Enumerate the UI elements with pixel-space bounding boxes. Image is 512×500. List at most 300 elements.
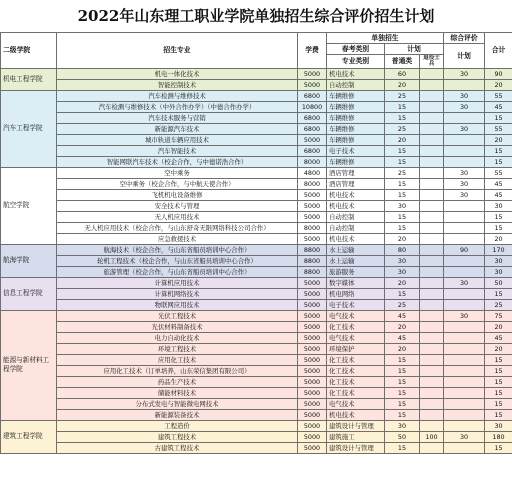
major-cell: 新能源装备技术	[57, 409, 298, 420]
veteran-plan-cell	[420, 288, 444, 299]
veteran-plan-cell	[420, 299, 444, 310]
category-cell: 车辆维修	[327, 123, 385, 134]
comprehensive-plan-cell	[444, 134, 485, 145]
total-cell: 50	[485, 277, 512, 288]
comprehensive-plan-cell	[444, 409, 485, 420]
major-cell: 无人机应用技术	[57, 211, 298, 222]
category-cell: 自动控制	[327, 79, 385, 90]
total-cell: 30	[485, 266, 512, 277]
major-cell: 电力自动化技术	[57, 332, 298, 343]
comprehensive-plan-cell	[444, 321, 485, 332]
major-cell: 计算机应用技术	[57, 277, 298, 288]
comprehensive-plan-cell: 30	[444, 277, 485, 288]
table-row	[1, 277, 512, 288]
veteran-plan-cell	[420, 376, 444, 387]
major-cell: 旅游管理（校企合作，与山东省船员培训中心合作）	[57, 266, 298, 277]
category-cell: 电子技术	[327, 145, 385, 156]
table-row	[1, 398, 512, 409]
total-cell: 20	[485, 79, 512, 90]
category-cell: 化工技术	[327, 321, 385, 332]
total-cell: 55	[485, 90, 512, 101]
comprehensive-plan-cell: 30	[444, 90, 485, 101]
veteran-plan-cell	[420, 255, 444, 266]
major-cell: 无人机应用技术（校企合作，与山东舒奇无限网络科技公司合作）	[57, 222, 298, 233]
header-single-enrollment: 单独招生	[327, 33, 444, 44]
veteran-plan-cell	[420, 244, 444, 255]
comprehensive-plan-cell	[444, 255, 485, 266]
total-cell: 15	[485, 409, 512, 420]
table-row	[1, 244, 512, 255]
comprehensive-plan-cell: 90	[444, 244, 485, 255]
major-cell: 智能控制技术	[57, 79, 298, 90]
table-row	[1, 167, 512, 178]
normal-plan-cell: 15	[385, 398, 420, 409]
total-cell: 45	[485, 332, 512, 343]
total-cell: 55	[485, 167, 512, 178]
total-cell: 15	[485, 365, 512, 376]
tuition-cell: 6800	[298, 112, 327, 123]
veteran-plan-cell: 100	[420, 431, 444, 442]
normal-plan-cell: 20	[385, 79, 420, 90]
college-cell: 航空学院	[1, 167, 57, 244]
total-cell: 180	[485, 431, 512, 442]
normal-plan-cell: 30	[385, 200, 420, 211]
table-row	[1, 266, 512, 277]
major-cell: 空中乘务（校企合作，与中航天使合作）	[57, 178, 298, 189]
normal-plan-cell: 15	[385, 354, 420, 365]
veteran-plan-cell	[420, 277, 444, 288]
veteran-plan-cell	[420, 189, 444, 200]
category-cell: 机电技术	[327, 68, 385, 79]
tuition-cell: 5000	[298, 277, 327, 288]
category-cell: 车辆维修	[327, 112, 385, 123]
tuition-cell: 5000	[298, 420, 327, 431]
table-body	[1, 68, 512, 453]
normal-plan-cell: 15	[385, 376, 420, 387]
major-cell: 光伏材料制备技术	[57, 321, 298, 332]
veteran-plan-cell	[420, 79, 444, 90]
category-cell: 电子技术	[327, 299, 385, 310]
category-cell: 环境保护	[327, 343, 385, 354]
tuition-cell: 5000	[298, 332, 327, 343]
total-cell: 30	[485, 420, 512, 431]
header-normal: 普通类	[385, 55, 420, 69]
category-cell: 自动控制	[327, 211, 385, 222]
veteran-plan-cell	[420, 266, 444, 277]
normal-plan-cell: 45	[385, 332, 420, 343]
table-row	[1, 112, 512, 123]
tuition-cell: 6800	[298, 123, 327, 134]
tuition-cell: 5000	[298, 189, 327, 200]
category-cell: 酒店管理	[327, 178, 385, 189]
tuition-cell: 6800	[298, 90, 327, 101]
total-cell: 15	[485, 354, 512, 365]
comprehensive-plan-cell	[444, 145, 485, 156]
total-cell: 20	[485, 321, 512, 332]
total-cell: 15	[485, 288, 512, 299]
comprehensive-plan-cell	[444, 156, 485, 167]
category-cell: 酒店管理	[327, 167, 385, 178]
table-row	[1, 211, 512, 222]
header-veteran: 退役士兵	[420, 55, 444, 69]
comprehensive-plan-cell	[444, 233, 485, 244]
category-cell: 车辆维修	[327, 90, 385, 101]
total-cell: 15	[485, 145, 512, 156]
table-row	[1, 420, 512, 431]
category-cell: 车辆维修	[327, 101, 385, 112]
normal-plan-cell: 50	[385, 431, 420, 442]
category-cell: 电气技术	[327, 332, 385, 343]
table-row	[1, 134, 512, 145]
category-cell: 旅游服务	[327, 266, 385, 277]
table-row	[1, 233, 512, 244]
major-cell: 汽车智能技术	[57, 145, 298, 156]
veteran-plan-cell	[420, 90, 444, 101]
table-row	[1, 431, 512, 442]
major-cell: 应急救援技术	[57, 233, 298, 244]
college-cell: 汽车工程学院	[1, 90, 57, 167]
major-cell: 建筑工程技术	[57, 431, 298, 442]
total-cell: 90	[485, 68, 512, 79]
normal-plan-cell: 15	[385, 112, 420, 123]
category-cell: 化工技术	[327, 387, 385, 398]
major-cell: 应用化工技术	[57, 354, 298, 365]
comprehensive-plan-cell	[444, 211, 485, 222]
category-cell: 水上运输	[327, 255, 385, 266]
major-cell: 汽车检测与维修技术	[57, 90, 298, 101]
major-cell: 机电一体化技术	[57, 68, 298, 79]
major-cell: 空中乘务	[57, 167, 298, 178]
veteran-plan-cell	[420, 398, 444, 409]
major-cell: 药品生产技术	[57, 376, 298, 387]
total-cell: 45	[485, 101, 512, 112]
major-cell: 环境工程技术	[57, 343, 298, 354]
table-row	[1, 310, 512, 321]
header-college: 二级学院	[1, 33, 57, 69]
table-row	[1, 442, 512, 453]
category-cell: 车辆维修	[327, 134, 385, 145]
normal-plan-cell: 15	[385, 387, 420, 398]
normal-plan-cell: 15	[385, 101, 420, 112]
total-cell: 15	[485, 211, 512, 222]
total-cell: 75	[485, 310, 512, 321]
comprehensive-plan-cell	[444, 266, 485, 277]
total-cell: 15	[485, 442, 512, 453]
normal-plan-cell: 15	[385, 365, 420, 376]
category-cell: 数字媒体	[327, 277, 385, 288]
veteran-plan-cell	[420, 156, 444, 167]
total-cell: 15	[485, 156, 512, 167]
category-cell: 机电技术	[327, 189, 385, 200]
normal-plan-cell: 15	[385, 442, 420, 453]
tuition-cell: 8800	[298, 255, 327, 266]
veteran-plan-cell	[420, 420, 444, 431]
veteran-plan-cell	[420, 222, 444, 233]
normal-plan-cell: 15	[385, 145, 420, 156]
comprehensive-plan-cell	[444, 79, 485, 90]
header-total: 合计	[485, 33, 512, 69]
veteran-plan-cell	[420, 321, 444, 332]
veteran-plan-cell	[420, 101, 444, 112]
major-cell: 分布式发电与智能微电网技术	[57, 398, 298, 409]
category-cell: 水上运输	[327, 244, 385, 255]
header-comprehensive: 综合评价	[444, 33, 485, 44]
normal-plan-cell: 15	[385, 178, 420, 189]
major-cell: 汽车检测与维修技术（中外合作办学）（中德合作办学）	[57, 101, 298, 112]
header-tuition: 学费	[298, 33, 327, 69]
comprehensive-plan-cell: 30	[444, 123, 485, 134]
comprehensive-plan-cell	[444, 332, 485, 343]
total-cell: 45	[485, 189, 512, 200]
table-row	[1, 178, 512, 189]
major-cell: 城市轨道车辆应用技术	[57, 134, 298, 145]
veteran-plan-cell	[420, 211, 444, 222]
tuition-cell: 5000	[298, 409, 327, 420]
tuition-cell: 5000	[298, 354, 327, 365]
total-cell: 20	[485, 233, 512, 244]
header-major: 招生专业	[57, 33, 298, 69]
table-row	[1, 409, 512, 420]
major-cell: 光伏工程技术	[57, 310, 298, 321]
category-cell: 自动控制	[327, 222, 385, 233]
tuition-cell: 5000	[298, 398, 327, 409]
major-cell: 轮机工程技术（校企合作，与山东省船员培训中心合作）	[57, 255, 298, 266]
tuition-cell: 5000	[298, 321, 327, 332]
category-cell: 化工技术	[327, 365, 385, 376]
category-cell: 电气技术	[327, 398, 385, 409]
normal-plan-cell: 20	[385, 233, 420, 244]
tuition-cell: 6800	[298, 145, 327, 156]
header-plan: 计划	[385, 44, 444, 55]
major-cell: 航海技术（校企合作，与山东省船员培训中心合作）	[57, 244, 298, 255]
normal-plan-cell: 20	[385, 343, 420, 354]
veteran-plan-cell	[420, 200, 444, 211]
tuition-cell: 5000	[298, 200, 327, 211]
comprehensive-plan-cell	[444, 398, 485, 409]
category-cell: 机电网络	[327, 288, 385, 299]
table-row	[1, 255, 512, 266]
college-cell: 能源与新材料工程学院	[1, 310, 57, 420]
veteran-plan-cell	[420, 123, 444, 134]
total-cell: 55	[485, 123, 512, 134]
veteran-plan-cell	[420, 442, 444, 453]
normal-plan-cell: 45	[385, 310, 420, 321]
normal-plan-cell: 25	[385, 167, 420, 178]
total-cell: 15	[485, 387, 512, 398]
total-cell: 170	[485, 244, 512, 255]
total-cell: 15	[485, 376, 512, 387]
veteran-plan-cell	[420, 178, 444, 189]
tuition-cell: 5000	[298, 134, 327, 145]
veteran-plan-cell	[420, 167, 444, 178]
tuition-cell: 5000	[298, 299, 327, 310]
major-cell: 计算机网络技术	[57, 288, 298, 299]
tuition-cell: 4800	[298, 167, 327, 178]
tuition-cell: 5000	[298, 288, 327, 299]
tuition-cell: 5000	[298, 79, 327, 90]
total-cell: 30	[485, 255, 512, 266]
normal-plan-cell: 15	[385, 156, 420, 167]
category-cell: 车辆维修	[327, 156, 385, 167]
normal-plan-cell: 20	[385, 134, 420, 145]
veteran-plan-cell	[420, 343, 444, 354]
comprehensive-plan-cell: 30	[444, 189, 485, 200]
table-row	[1, 200, 512, 211]
comprehensive-plan-cell	[444, 299, 485, 310]
tuition-cell: 5000	[298, 376, 327, 387]
total-cell: 15	[485, 222, 512, 233]
enrollment-plan-table	[0, 32, 512, 454]
tuition-cell: 5000	[298, 365, 327, 376]
category-cell: 建筑设计与管理	[327, 420, 385, 431]
tuition-cell: 5000	[298, 68, 327, 79]
tuition-cell: 5000	[298, 387, 327, 398]
page-title: 2022年山东理工职业学院单独招生综合评价招生计划	[77, 7, 435, 25]
veteran-plan-cell	[420, 332, 444, 343]
table-row	[1, 354, 512, 365]
college-cell: 建筑工程学院	[1, 420, 57, 453]
normal-plan-cell: 15	[385, 189, 420, 200]
veteran-plan-cell	[420, 145, 444, 156]
category-cell: 电气技术	[327, 310, 385, 321]
normal-plan-cell: 15	[385, 288, 420, 299]
total-cell: 15	[485, 112, 512, 123]
tuition-cell: 5000	[298, 442, 327, 453]
table-row	[1, 376, 512, 387]
total-cell: 20	[485, 343, 512, 354]
comprehensive-plan-cell	[444, 376, 485, 387]
table-row	[1, 332, 512, 343]
veteran-plan-cell	[420, 134, 444, 145]
comprehensive-plan-cell	[444, 288, 485, 299]
comprehensive-plan-cell: 30	[444, 68, 485, 79]
category-cell: 化工技术	[327, 354, 385, 365]
normal-plan-cell: 25	[385, 90, 420, 101]
category-cell: 机电技术	[327, 409, 385, 420]
comprehensive-plan-cell: 30	[444, 167, 485, 178]
normal-plan-cell: 20	[385, 321, 420, 332]
tuition-cell: 8000	[298, 222, 327, 233]
normal-plan-cell: 25	[385, 299, 420, 310]
veteran-plan-cell	[420, 233, 444, 244]
comprehensive-plan-cell	[444, 112, 485, 123]
normal-plan-cell: 15	[385, 222, 420, 233]
tuition-cell: 5000	[298, 431, 327, 442]
table-row	[1, 387, 512, 398]
category-cell: 机电技术	[327, 233, 385, 244]
major-cell: 汽车技术服务与营销	[57, 112, 298, 123]
comprehensive-plan-cell: 30	[444, 101, 485, 112]
major-cell: 古建筑工程技术	[57, 442, 298, 453]
category-cell: 化工技术	[327, 376, 385, 387]
tuition-cell: 5000	[298, 233, 327, 244]
tuition-cell: 8000	[298, 156, 327, 167]
veteran-plan-cell	[420, 112, 444, 123]
normal-plan-cell: 60	[385, 68, 420, 79]
normal-plan-cell: 30	[385, 420, 420, 431]
normal-plan-cell: 30	[385, 266, 420, 277]
comprehensive-plan-cell: 30	[444, 310, 485, 321]
table-row	[1, 343, 512, 354]
table-row	[1, 299, 512, 310]
tuition-cell: 8800	[298, 244, 327, 255]
normal-plan-cell: 25	[385, 123, 420, 134]
major-cell: 应用化工技术（订单培养，山东荣信集团有限公司）	[57, 365, 298, 376]
veteran-plan-cell	[420, 365, 444, 376]
total-cell: 15	[485, 398, 512, 409]
comprehensive-plan-cell	[444, 354, 485, 365]
table-row	[1, 189, 512, 200]
comprehensive-plan-cell	[444, 387, 485, 398]
comprehensive-plan-cell	[444, 365, 485, 376]
table-row	[1, 222, 512, 233]
category-cell: 机电技术	[327, 200, 385, 211]
header-spring-category: 春考类别	[327, 44, 385, 55]
header-comprehensive-plan: 计划	[444, 44, 485, 69]
comprehensive-plan-cell	[444, 222, 485, 233]
major-cell: 智能网联汽车技术（校企合作，与中德诺浩合作）	[57, 156, 298, 167]
table-row	[1, 145, 512, 156]
major-cell: 新能源汽车技术	[57, 123, 298, 134]
table-row	[1, 101, 512, 112]
normal-plan-cell: 15	[385, 211, 420, 222]
table-row	[1, 156, 512, 167]
college-cell: 机电工程学院	[1, 68, 57, 90]
major-cell: 储能材料技术	[57, 387, 298, 398]
normal-plan-cell: 15	[385, 409, 420, 420]
tuition-cell: 8000	[298, 178, 327, 189]
normal-plan-cell: 80	[385, 244, 420, 255]
normal-plan-cell: 30	[385, 255, 420, 266]
comprehensive-plan-cell	[444, 442, 485, 453]
table-row	[1, 365, 512, 376]
veteran-plan-cell	[420, 354, 444, 365]
table-row	[1, 68, 512, 79]
total-cell: 20	[485, 134, 512, 145]
category-cell: 建筑施工	[327, 431, 385, 442]
comprehensive-plan-cell: 30	[444, 431, 485, 442]
total-cell: 30	[485, 200, 512, 211]
tuition-cell: 8800	[298, 266, 327, 277]
header-spring-subcategory: 专业类别	[327, 55, 385, 69]
table-row	[1, 79, 512, 90]
total-cell: 25	[485, 299, 512, 310]
table-row	[1, 90, 512, 101]
veteran-plan-cell	[420, 387, 444, 398]
tuition-cell: 10800	[298, 101, 327, 112]
category-cell: 建筑设计与管理	[327, 442, 385, 453]
comprehensive-plan-cell	[444, 200, 485, 211]
table-row	[1, 288, 512, 299]
veteran-plan-cell	[420, 68, 444, 79]
tuition-cell: 5000	[298, 310, 327, 321]
comprehensive-plan-cell	[444, 343, 485, 354]
normal-plan-cell: 20	[385, 277, 420, 288]
tuition-cell: 5000	[298, 343, 327, 354]
major-cell: 飞机机电设备维修	[57, 189, 298, 200]
comprehensive-plan-cell	[444, 420, 485, 431]
major-cell: 物联网应用技术	[57, 299, 298, 310]
table-row	[1, 123, 512, 134]
tuition-cell: 5000	[298, 211, 327, 222]
major-cell: 安全技术与管理	[57, 200, 298, 211]
veteran-plan-cell	[420, 409, 444, 420]
table-row	[1, 321, 512, 332]
veteran-plan-cell	[420, 310, 444, 321]
college-cell: 航海学院	[1, 244, 57, 277]
major-cell: 工程造价	[57, 420, 298, 431]
total-cell: 45	[485, 178, 512, 189]
